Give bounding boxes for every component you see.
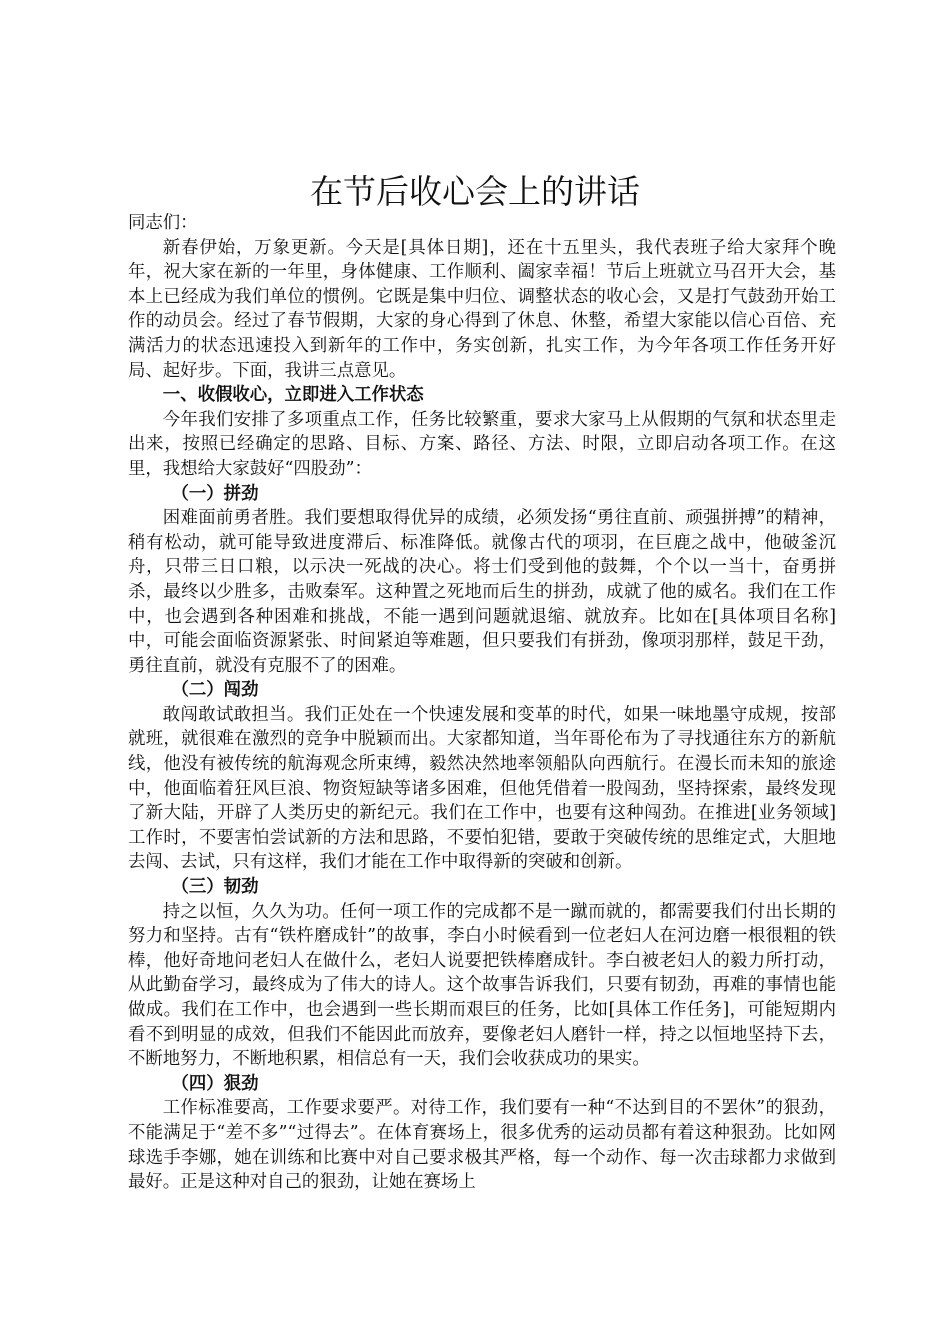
paragraph-henjin: 工作标准要高，工作要求要严。对待工作，我们要有一种“不达到目的不罢休”的狠劲，不能满足于“差不多”“过得去”。在体育赛场上，很多优秀的运动员都有着这种狠劲。比如网球选手李娜，她在训练和比赛中对自己要求极其严格，每一个动作、每一次击球都力求做到最好。正是这种对自己的狠劲，让她在赛场上: [128, 1098, 836, 1193]
greeting: 同志们：: [128, 213, 198, 233]
subheading-henjin: （四）狠劲: [171, 1073, 259, 1094]
section-heading-1: 一、收假收心，立即进入工作状态: [162, 385, 424, 406]
subheading-renjin: （三）韧劲: [171, 877, 259, 898]
subheading-pinjin: （一）拼劲: [171, 483, 259, 504]
document-body: [128, 211, 836, 1195]
document-title: 在节后收心会上的讲话: [310, 172, 640, 211]
paragraph-pinjin: 困难面前勇者胜。我们要想取得优异的成绩，必须发扬“勇往直前、顽强拼搏”的精神，稍有松动，就可能导致进度滞后、标准降低。就像古代的项羽，在巨鹿之战中，他破釜沉舟，只带三日口粮，以示决一死战的决心。将士们受到他的鼓舞，个个以一当十，奋勇拼杀，最终以少胜多，击败秦军。这种置之死地而后生的拼劲，成就了他的威名。我们在工作中，也会遇到各种困难和挑战，不能一遇到问题就退缩、就放弃。比如在[具体项目名称]中，可能会面临资源紧张、时间紧迫等难题，但只要我们有拼劲，像项羽那样，鼓足干劲，勇往直前，就没有克服不了的困难。: [128, 508, 836, 676]
subheading-chuangjin: （二）闯劲: [171, 680, 259, 701]
paragraph-renjin: 持之以恒，久久为功。任何一项工作的完成都不是一蹴而就的，都需要我们付出长期的努力和坚持。古有“铁杵磨成针”的故事，李白小时候看到一位老妇人在河边磨一根很粗的铁棒，他好奇地问老妇人在做什么，老妇人说要把铁棒磨成针。李白被老妇人的毅力所打动，从此勤奋学习，最终成为了伟大的诗人。这个故事告诉我们，只要有韧劲，再难的事情也能做成。我们在工作中，也会遇到一些长期而艰巨的任务，比如[具体工作任务]，可能短期内看不到明显的成效，但我们不能因此而放弃，要像老妇人磨针一样，持之以恒地坚持下去，不断地努力，不断地积累，相信总有一天，我们会收获成功的果实。: [128, 901, 836, 1070]
section-paragraph-1: 今年我们安排了多项重点工作，任务比较繁重，要求大家马上从假期的气氛和状态里走出来，按照已经确定的思路、目标、方案、路径、方法、时限，立即启动各项工作。在这里，我想给大家鼓好“四股劲”：: [128, 409, 836, 479]
intro-paragraph: 新春伊始，万象更新。今天是[具体日期]，还在十五里头，我代表班子给大家拜个晚年，祝大家在新的一年里，身体健康、工作顺利、阖家幸福！节后上班就立马召开大会，基本上已经成为我们单位的惯例。它既是集中归位、调整状态的收心会，又是打气鼓劲开始工作的动员会。经过了春节假期，大家的身心得到了休息、休整，希望大家能以信心百倍、充满活力的状态迅速投入到新年的工作中，务实创新，扎实工作，为今年各项工作任务开好局、起好步。下面，我讲三点意见。: [128, 237, 836, 381]
paragraph-chuangjin: 敢闯敢试敢担当。我们正处在一个快速发展和变革的时代，如果一味地墨守成规，按部就班，就很难在激烈的竞争中脱颖而出。大家都知道，当年哥伦布为了寻找通往东方的新航线，他没有被传统的航海观念所束缚，毅然决然地率领船队向西航行。在漫长而未知的旅途中，他面临着狂风巨浪、物资短缺等诸多困难，但他凭借着一股闯劲，坚持探索，最终发现了新大陆，开辟了人类历史的新纪元。我们在工作中，也要有这种闯劲。在推进[业务领域]工作时，不要害怕尝试新的方法和思路，不要怕犯错，要敢于突破传统的思维定式，大胆地去闯、去试，只有这样，我们才能在工作中取得新的突破和创新。: [128, 704, 836, 873]
